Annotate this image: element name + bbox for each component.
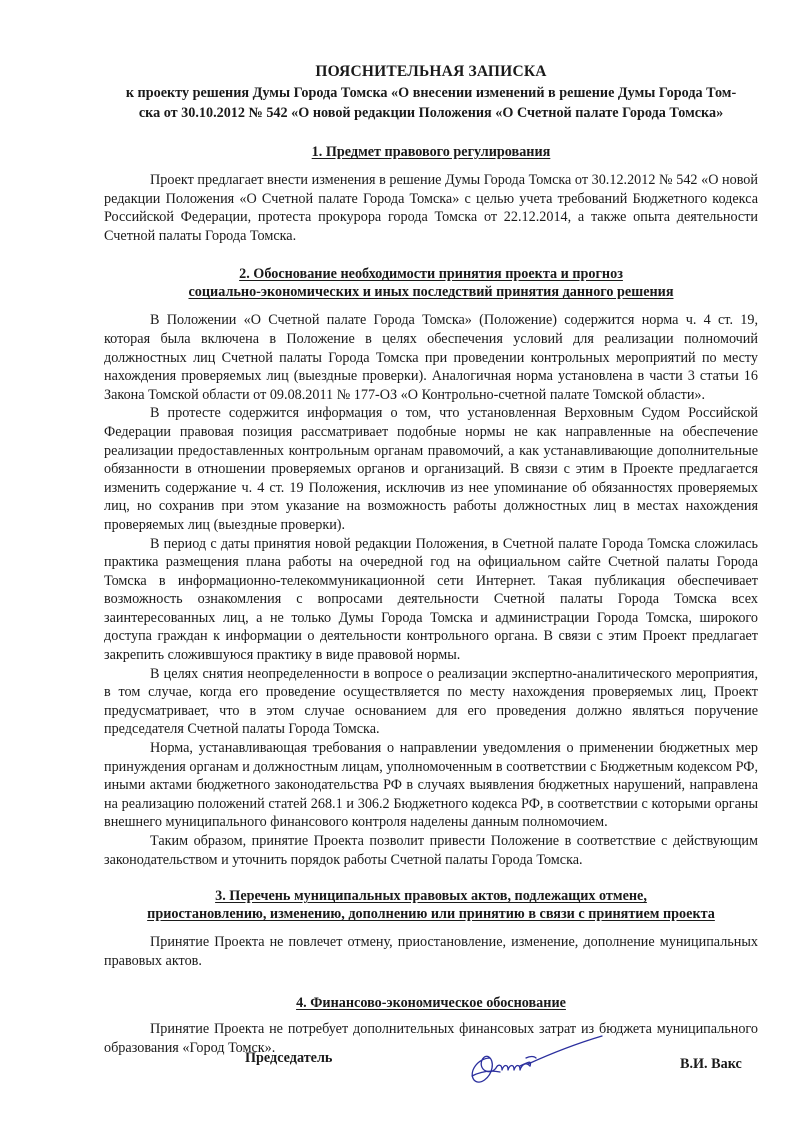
paragraph: Принятие Проекта не потребует дополнительных финансовых затрат из бюджета муниципального образования «Город Томск». (104, 1021, 758, 1056)
subtitle-line-2: ска от 30.10.2012 № 542 «О новой редакции Положения «О Счетной палате Города Томска» (138, 105, 724, 121)
section-financial-justification (104, 994, 758, 1057)
paragraph: В целях снятия неопределенности в вопросе о реализации экспертно-аналитического мероприятия, в том случае, когда его проведение осуществляется по месту нахождения проверяемых лиц, Проект предусматривает, что в этом случае основанием для его проведения должно являться поручение председателя Счетной палаты Города Томска. (104, 665, 758, 738)
paragraph: В протесте содержится информация о том, что установленная Верховным Судом Российской Федерации правовая позиция рассматривает подобные нормы не как направленные на обеспечение реализации предоставленных контрольным органам правомочий, а как устанавливающие дополнительные обязанности в отношении проверяемых органов и организаций. В связи с этим в Проекте предлагается изменить содержание ч. 4 ст. 19 Положения, исключив из нее упоминание об обязанностях проверяемых лиц, но сохранив при этом указание на возможность работы должностных лиц в местах нахождения проверяемых лиц (выездные проверки). (104, 405, 758, 533)
document-subtitle (104, 83, 758, 123)
section-justification (104, 265, 758, 869)
paragraph: В период с даты принятия новой редакции Положения, в Счетной палате Города Томска сложилась практика размещения плана работы на очередной год на официальном сайте Счетной палаты Города Томска в информационно-телекоммуникационной сети Интернет. Такая публикация обеспечивает возможность ознакомления с вопросами деятельности Счетной палаты Города Томска всех заинтересованных лиц, а не только Думы Города Томска и администрации Города Томска, широкого доступа граждан к информации о деятельности контрольного органа. В связи с этим Проект предлагает закрепить сложившуюся практику в виде правовой нормы. (104, 535, 758, 664)
paragraph: Принятие Проекта не повлечет отмену, приостановление, изменение, дополнение муниципальных правовых актов. (104, 934, 758, 969)
paragraph: В Положении «О Счетной палате Города Томска» (Положение) содержится норма ч. 4 ст. 19, которая была включена в Положение в целях обеспечения условий для реализации полномочий должностных лиц Счетной палаты Города Томска при проведении контрольных мероприятий по месту нахождения проверяемых лиц (выездные проверки). Аналогичная норма установлена в части 3 статьи 16 Закона Томской области от 09.08.2011 № 177-ОЗ «О Контрольно-счетной палате Томской области». (104, 312, 758, 403)
signatory-position: Председатель (245, 1050, 333, 1066)
section-heading (104, 265, 758, 301)
signature-block (0, 1050, 807, 1090)
section-affected-legal-acts (104, 887, 758, 970)
paragraph: Таким образом, принятие Проекта позволит привести Положение в соответствие с действующим законодательством и уточнить порядок работы Счетной палаты Города Томска. (104, 833, 758, 868)
subtitle-line-1: к проекту решения Думы Города Томска «О внесении изменений в решение Думы Города Том- (125, 85, 737, 101)
signatory-name: В.И. Вакс (680, 1056, 742, 1072)
document-title: ПОЯСНИТЕЛЬНАЯ ЗАПИСКА (315, 63, 547, 80)
section-heading: 4. Финансово-экономическое обоснование (296, 995, 566, 1012)
section-heading: 1. Предмет правового регулирования (311, 144, 551, 160)
heading-line-2: социально-экономических и иных последствий принятия данного решения (188, 284, 674, 301)
section-subject-of-regulation (104, 143, 758, 245)
heading-line-2: приостановлению, изменению, дополнению или принятию в связи с принятием проекта (147, 906, 715, 923)
handwritten-signature-icon (460, 1028, 610, 1092)
heading-line-1: 2. Обоснование необходимости принятия проекта и прогноз (239, 266, 623, 283)
paragraph: Норма, устанавливающая требования о направлении уведомления о применении бюджетных мер принуждения органам и должностным лицам, уполномоченным в соответствии с Бюджетным кодексом РФ, иными актами бюджетного законодательства РФ в случаях выявления бюджетных нарушений, направлена на реализацию положений статей 268.1 и 306.2 Бюджетного кодекса РФ, в соответствии с которыми органы внешнего муниципального финансового контроля наделены данным полномочием. (104, 740, 758, 831)
section-heading (104, 887, 758, 923)
heading-line-1: 3. Перечень муниципальных правовых актов, подлежащих отмене, (215, 888, 647, 905)
paragraph: Проект предлагает внести изменения в решение Думы Города Томска от 30.12.2012 № 542 «О новой редакции Положения «О Счетной палате Города Томска» с целью учета требований Бюджетного кодекса Российской Федерации, протеста прокурора города Томска от 22.12.2014, а также опыта деятельности Счетной палаты Города Томска. (104, 172, 758, 244)
explanatory-note-document (104, 62, 758, 1058)
